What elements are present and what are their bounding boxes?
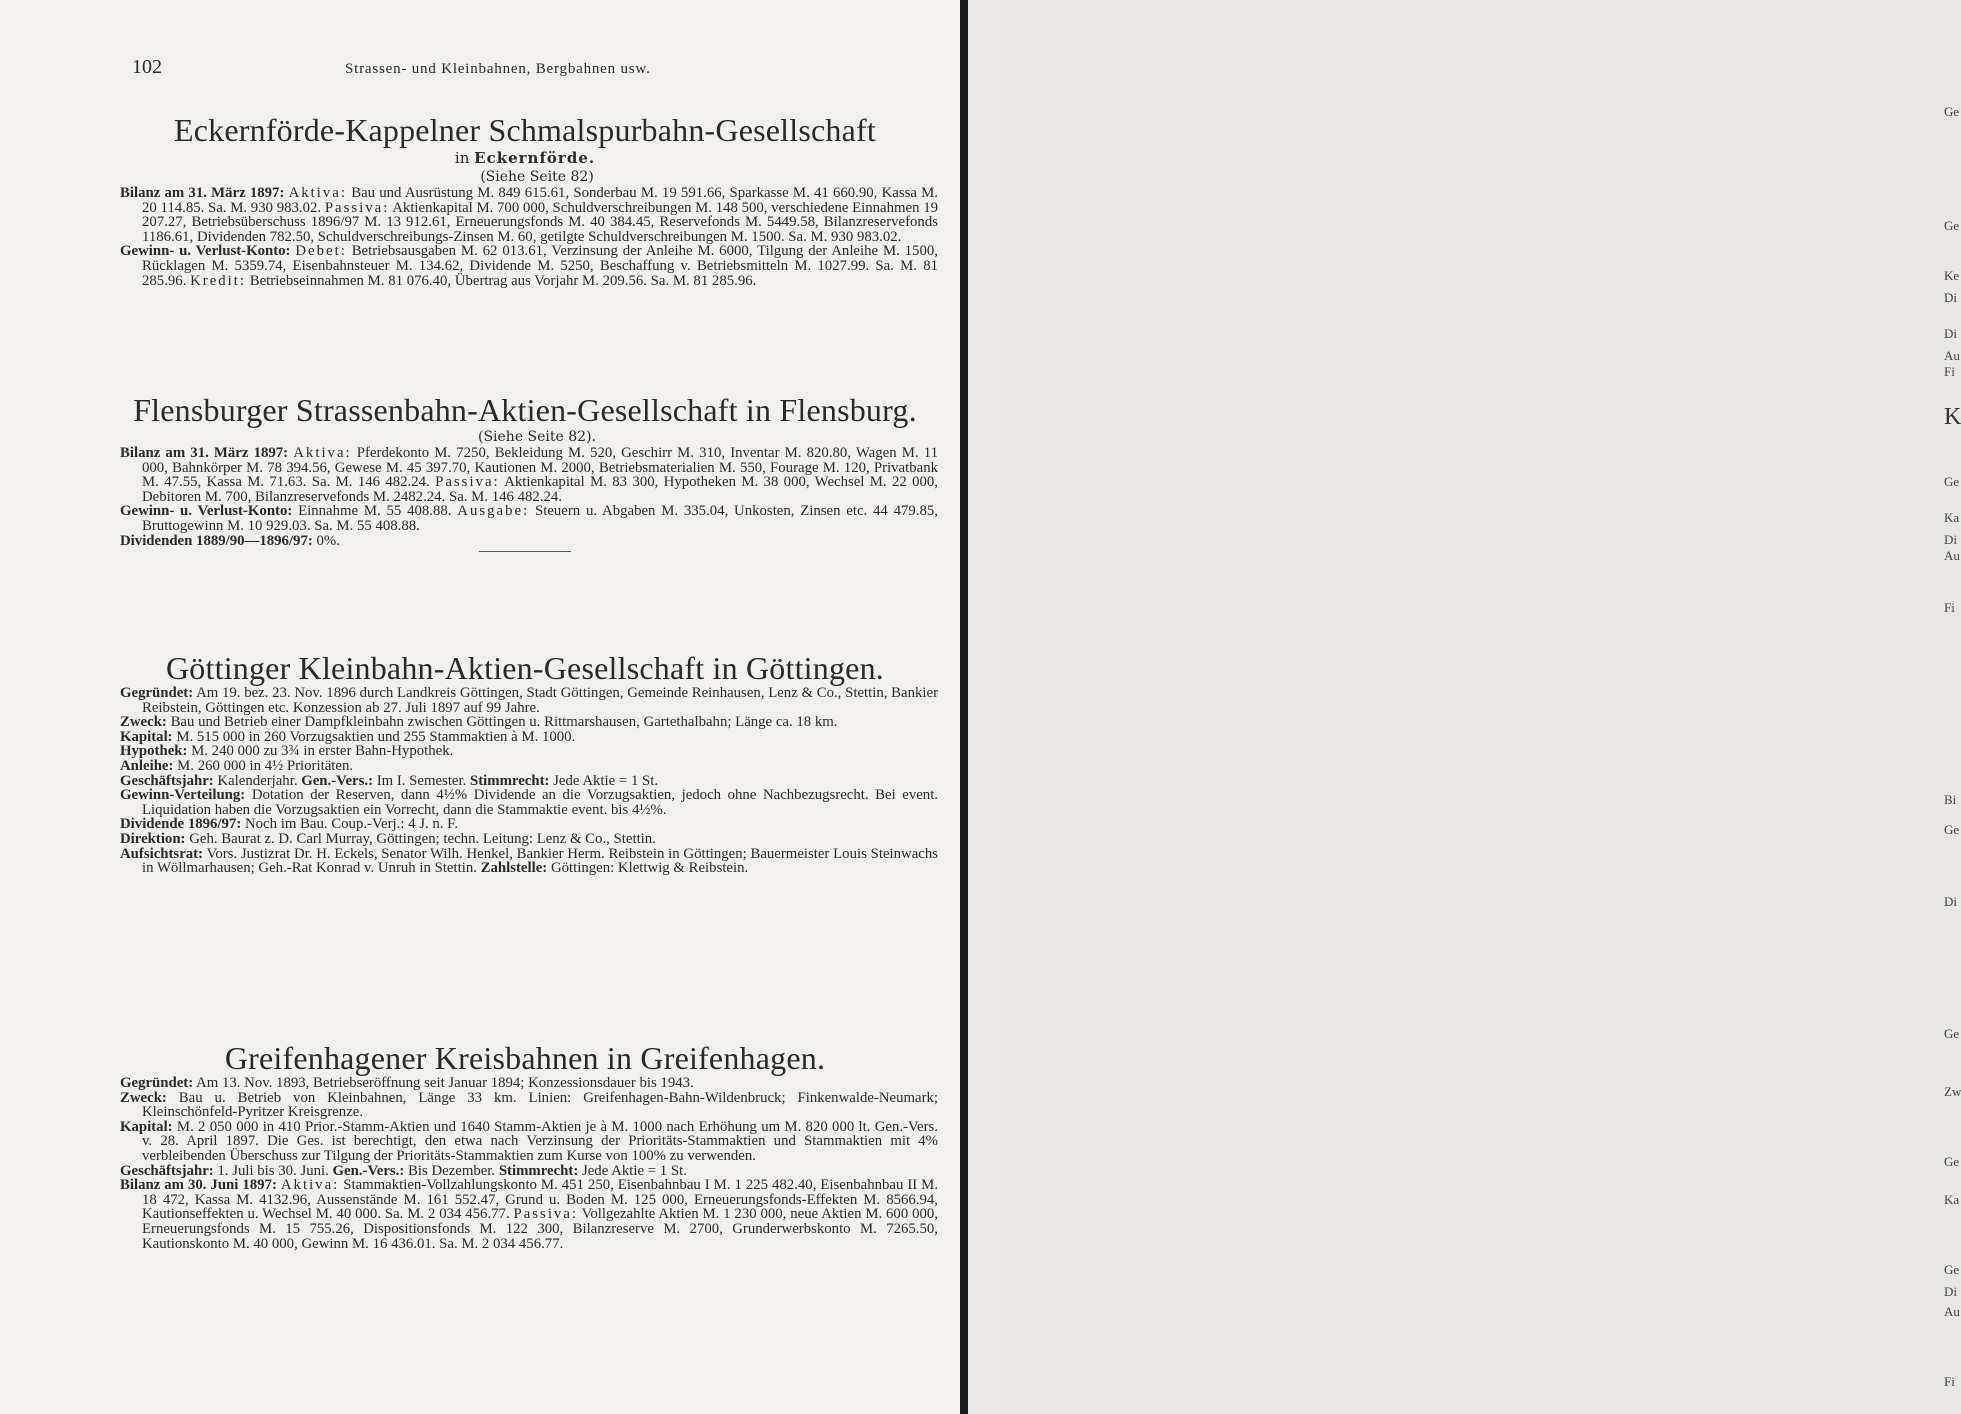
bilanz-label: Bilanz am 31. März 1897: bbox=[120, 185, 285, 201]
page-number: 102 bbox=[132, 56, 162, 78]
gewinn-label: Gewinn- u. Verlust-Konto: bbox=[120, 503, 293, 520]
geschaeftsjahr-text: 1. Juli bis 30. Juni. bbox=[217, 1162, 329, 1179]
page-header bbox=[130, 56, 930, 86]
hypothek-label: Hypothek: bbox=[120, 743, 188, 760]
neighbor-fragment: Di bbox=[1944, 1284, 1957, 1299]
aufsichtsrat-paragraph bbox=[112, 847, 938, 876]
debet-text: Betriebsausgaben M. 62 013.61, Verzinsung der Anleihe M. 6000, Tilgung der Anleihe M. 1500, Rücklagen M. 5359.74, Eisenbahnsteuer M. 134.62, Dividende M. 5250, Beschaffung v. Betriebsmitteln M. 1027.99. Sa. M. 81 285.96. bbox=[142, 243, 938, 289]
ausgabe-text: Steuern u. Abgaben M. 335.04, Unkosten, Zinsen etc. 44 479.85, Bruttogewinn M. 10 929.03. Sa. M. 55 408.88. bbox=[142, 503, 939, 534]
gegruendet-label: Gegründet: bbox=[120, 1075, 194, 1091]
neighbor-fragment: Fi bbox=[1944, 600, 1955, 615]
zweck-label: Zweck: bbox=[120, 1089, 167, 1106]
geschaeftsjahr-label: Geschäftsjahr: bbox=[120, 772, 214, 789]
aktiva-label: Aktiva: bbox=[293, 445, 352, 461]
aktiva-text: Bau und Ausrüstung M. 849 615.61, Sonderbau M. 19 591.66, Sparkasse M. 41 660.90, Kassa M. 20 114.85. Sa. M. 930 983.02. bbox=[142, 185, 938, 216]
dividenden-paragraph bbox=[112, 534, 938, 549]
anleihe-text: M. 260 000 in 4½ Prioritäten. bbox=[177, 757, 354, 774]
geschaeftsjahr-paragraph bbox=[112, 1164, 938, 1179]
geschaeftsjahr-paragraph bbox=[112, 774, 938, 789]
bilanz-paragraph bbox=[112, 186, 938, 244]
anleihe-paragraph bbox=[112, 759, 938, 774]
gegruendet-text: Am 19. bez. 23. Nov. 1896 durch Landkreis Göttingen, Stadt Göttingen, Gemeinde Reinhausen, Lenz & Co., Stettin, Bankier Reibstein, Göttingen etc. Konzession ab 27. Juli 1897 auf 99 Jahre. bbox=[142, 685, 938, 716]
neighbor-fragment: Ka bbox=[1944, 1192, 1960, 1207]
kredit-text: Betriebseinnahmen M. 81 076.40, Übertrag aus Vorjahr M. 209.56. Sa. M. 81 285.96. bbox=[249, 272, 757, 289]
gegruendet-paragraph bbox=[112, 1076, 938, 1091]
kredit-label: Kredit: bbox=[190, 272, 247, 289]
ausgabe-label: Ausgabe: bbox=[457, 503, 530, 520]
genvers-text: Im I. Semester. bbox=[376, 772, 467, 789]
passiva-label: Passiva: bbox=[435, 474, 500, 491]
aktiva-label: Aktiva: bbox=[280, 1177, 340, 1194]
zweck-paragraph bbox=[112, 715, 938, 730]
aktiva-text: Stammaktien-Vollzahlungskonto M. 451 250, Eisenbahnbau I M. 1 225 482.40, Eisenbahnbau II M. 18 472, Kassa M. 4132.96, Aussenstände M. 161 552.47, Grund u. Boden M. 125 000, Erneuerungsfonds-Effekten M. 8566.94, Kautionseffekten u. Wechsel M. 40 000. Sa. M. 2 034 456.77. bbox=[142, 1177, 939, 1223]
geschaeftsjahr-text: Kalenderjahr. bbox=[217, 772, 298, 789]
kapital-label: Kapital: bbox=[120, 1118, 173, 1135]
entry-greifenhagen bbox=[112, 1040, 938, 1251]
entry-subtitle bbox=[112, 148, 938, 168]
anleihe-label: Anleihe: bbox=[120, 757, 174, 774]
kapital-paragraph bbox=[112, 1120, 938, 1164]
genvers-label: Gen.-Vers.: bbox=[332, 1162, 405, 1179]
neighbor-fragment: Di bbox=[1944, 532, 1957, 547]
dividende-text: Noch im Bau. Coup.-Verj.: 4 J. n. F. bbox=[244, 816, 458, 833]
geschaeftsjahr-label: Geschäftsjahr: bbox=[120, 1162, 214, 1179]
entry-title: Göttinger Kleinbahn-Aktien-Gesellschaft in Göttingen. bbox=[166, 650, 884, 686]
gewinn-paragraph bbox=[112, 504, 938, 533]
gewinnverteilung-text: Dotation der Reserven, dann 4½% Dividende an die Vorzugsaktien, jedoch ohne Nachbezugsrecht. Bei event. Liquidation haben die Vorzugsaktien ein Vorrecht, dann die Stammaktie event. bis 4½%. bbox=[142, 787, 939, 818]
dividende-paragraph bbox=[112, 817, 938, 832]
stimmrecht-text: Jede Aktie = 1 St. bbox=[581, 1162, 687, 1179]
kapital-text: M. 515 000 in 260 Vorzugsaktien und 255 Stammaktien à M. 1000. bbox=[176, 728, 576, 745]
neighbor-fragment: Ke bbox=[1944, 268, 1960, 283]
kapital-text: M. 2 050 000 in 410 Prior.-Stamm-Aktien und 1640 Stamm-Aktien je à M. 1000 nach Erhöhung um M. 820 000 lt. Gen.-Vers. v. 28. April 1897. Die Ges. ist berechtigt, den etwa nach Verzinsung der Prioritäts-Stammaktien und Stammaktien mit 4% verbleibenden Überschuss zur Tilgung der Prioritäts-Stammaktien zum Kurse von 100% zu verwenden. bbox=[142, 1118, 938, 1164]
einnahme-text: Einnahme M. 55 408.88. bbox=[298, 503, 452, 520]
stimmrecht-label: Stimmrecht: bbox=[498, 1162, 579, 1179]
gewinn-label: Gewinn- u. Verlust-Konto: bbox=[120, 243, 291, 260]
passiva-text: Aktienkapital M. 700 000, Schuldverschreibungen M. 148 500, verschiedene Einnahmen 19 207.27, Betriebsüberschuss 1896/97 M. 13 912.61, Erneuerungsfonds M. 40 384.45, Reservefonds M. 5449.58, Bilanzreservefonds 1186.61, Dividenden 782.50, Schuldverschreibungs-Zinsen M. 60, getilgte Schuldverschreibungen M. 1500. Sa. M. 930 983.02. bbox=[142, 199, 939, 245]
neighbor-fragment: Di bbox=[1944, 290, 1957, 305]
neighbor-fragment: Ge bbox=[1944, 1262, 1960, 1277]
stimmrecht-text: Jede Aktie = 1 St. bbox=[553, 772, 659, 789]
neighbor-fragment: Di bbox=[1944, 894, 1957, 909]
page-gutter bbox=[960, 0, 968, 1414]
neighbor-fragment: Au bbox=[1944, 548, 1960, 563]
passiva-text: Aktienkapital M. 83 300, Hypotheken M. 38 000, Wechsel M. 22 000, Debitoren M. 700, Bilanzreservefonds M. 2482.24. Sa. M. 146 482.24. bbox=[142, 474, 939, 505]
aktiva-label: Aktiva: bbox=[288, 185, 347, 201]
bilanz-label: Bilanz am 31. März 1897: bbox=[120, 445, 289, 461]
bilanz-paragraph bbox=[112, 1178, 938, 1251]
book-page bbox=[0, 0, 962, 1414]
zahlstelle-text: Göttingen: Klettwig & Reibstein. bbox=[550, 860, 749, 877]
neighbor-fragment: Ge bbox=[1944, 1154, 1960, 1169]
gegruendet-label: Gegründet: bbox=[120, 685, 194, 701]
dividende-label: Dividende 1896/97: bbox=[120, 816, 242, 833]
entry-goettingen bbox=[112, 650, 938, 876]
zweck-text: Bau und Betrieb einer Dampfkleinbahn zwischen Göttingen u. Rittmarshausen, Gartethalbahn; Länge ca. 18 km. bbox=[170, 714, 838, 731]
zweck-paragraph bbox=[112, 1091, 938, 1120]
passiva-label: Passiva: bbox=[324, 199, 390, 216]
aktiva-text: Pferdekonto M. 7250, Bekleidung M. 520, Geschirr M. 310, Inventar M. 820.80, Wagen M. 11 000, Bahnkörper M. 78 394.56, Gewese M. 45 397.70, Kautionen M. 2000, Betriebsmaterialien M. 550, Fourage M. 120, Privatbank M. 47.55, Kassa M. 71.63. Sa. M. 146 482.24. bbox=[142, 445, 939, 491]
direktion-paragraph bbox=[112, 832, 938, 847]
entry-title: Eckernförde-Kappelner Schmalspurbahn-Gesellschaft bbox=[174, 112, 876, 148]
neighbor-fragment: Au bbox=[1944, 348, 1960, 363]
neighbor-fragment: Bi bbox=[1944, 792, 1957, 807]
aufsichtsrat-label: Aufsichtsrat: bbox=[120, 845, 204, 862]
zweck-text: Bau u. Betrieb von Kleinbahnen, Länge 33 km. Linien: Greifenhagen-Bahn-Wildenbruck; Finkenwalde-Neumark; Kleinschönfeld-Pyritzer Kreisgrenze. bbox=[142, 1089, 939, 1121]
bilanz-label: Bilanz am 30. Juni 1897: bbox=[120, 1177, 277, 1194]
hypothek-paragraph bbox=[112, 744, 938, 759]
stimmrecht-label: Stimmrecht: bbox=[470, 772, 550, 789]
neighbor-fragment: Ge bbox=[1944, 822, 1960, 837]
aufsichtsrat-text: Vors. Justizrat Dr. H. Eckels, Senator Wilh. Henkel, Bankier Herm. Reibstein in Göttingen; Bauermeister Louis Steinwachs in Wöllmarhausen; Geh.-Rat Konrad v. Unruh in Stettin. bbox=[142, 845, 939, 877]
bilanz-paragraph bbox=[112, 446, 938, 504]
entry-eckernfoerde bbox=[112, 112, 938, 288]
dividenden-text: 0%. bbox=[316, 532, 340, 549]
neighbor-fragment: Fi bbox=[1944, 1374, 1955, 1389]
passiva-label: Passiva: bbox=[513, 1206, 579, 1223]
kapital-paragraph bbox=[112, 730, 938, 745]
gegruendet-paragraph bbox=[112, 686, 938, 715]
neighbor-fragment: Ge bbox=[1944, 474, 1960, 489]
genvers-text: Bis Dezember. bbox=[408, 1162, 496, 1179]
entry-flensburg bbox=[112, 392, 938, 552]
entry-title: Flensburger Strassenbahn-Aktien-Gesellschaft in Flensburg. bbox=[133, 392, 917, 428]
hypothek-text: M. 240 000 zu 3¾ in erster Bahn-Hypothek. bbox=[191, 743, 454, 760]
neighbor-fragment: K bbox=[1944, 404, 1961, 430]
gewinnverteilung-paragraph bbox=[112, 788, 938, 817]
gegruendet-text: Am 13. Nov. 1893, Betriebseröffnung seit Januar 1894; Konzessionsdauer bis 1943. bbox=[196, 1075, 694, 1091]
cross-reference: (Siehe Seite 82). bbox=[477, 429, 596, 445]
neighbor-fragment: Zw bbox=[1944, 1084, 1961, 1099]
gewinn-paragraph bbox=[112, 244, 938, 288]
neighbor-fragment: Fi bbox=[1944, 364, 1955, 379]
neighbor-fragment: Ge bbox=[1944, 104, 1960, 119]
neighbor-page-edge bbox=[968, 0, 1961, 1414]
neighbor-fragment: Di bbox=[1944, 326, 1957, 341]
neighbor-fragment: Ge bbox=[1944, 1026, 1960, 1041]
entry-title: Greifenhagener Kreisbahnen in Greifenhagen. bbox=[224, 1040, 826, 1076]
running-head: Strassen- und Kleinbahnen, Bergbahnen usw. bbox=[345, 61, 651, 77]
dividenden-label: Dividenden 1889/90—1896/97: bbox=[120, 532, 313, 549]
zweck-label: Zweck: bbox=[120, 714, 167, 731]
genvers-label: Gen.-Vers.: bbox=[301, 772, 374, 789]
debet-label: Debet: bbox=[295, 243, 347, 260]
zahlstelle-label: Zahlstelle: bbox=[480, 860, 548, 877]
kapital-label: Kapital: bbox=[120, 728, 173, 745]
subtitle-place: Eckernförde. bbox=[474, 149, 596, 167]
neighbor-fragment: Ka bbox=[1944, 510, 1960, 525]
neighbor-fragment: Ge bbox=[1944, 218, 1960, 233]
passiva-text: Vollgezahlte Aktien M. 1 230 000, neue Aktien M. 600 000, Erneuerungsfonds M. 15 755.26, Dispositionsfonds M. 122 300, Bilanzreserve M. 2700, Grunderwerbskonto M. 7265.50, Kautionskonto M. 40 000, Gewinn M. 16 436.01. Sa. M. 2 034 456.77. bbox=[142, 1206, 938, 1252]
gewinnverteilung-label: Gewinn-Verteilung: bbox=[120, 787, 246, 804]
cross-reference: (Siehe Seite 82) bbox=[480, 169, 594, 185]
section-divider bbox=[479, 551, 571, 552]
subtitle-prefix: in bbox=[454, 149, 470, 167]
direktion-label: Direktion: bbox=[120, 830, 186, 847]
direktion-text: Geh. Baurat z. D. Carl Murray, Göttingen; techn. Leitung: Lenz & Co., Stettin. bbox=[189, 830, 656, 847]
neighbor-fragment: Au bbox=[1944, 1304, 1960, 1319]
